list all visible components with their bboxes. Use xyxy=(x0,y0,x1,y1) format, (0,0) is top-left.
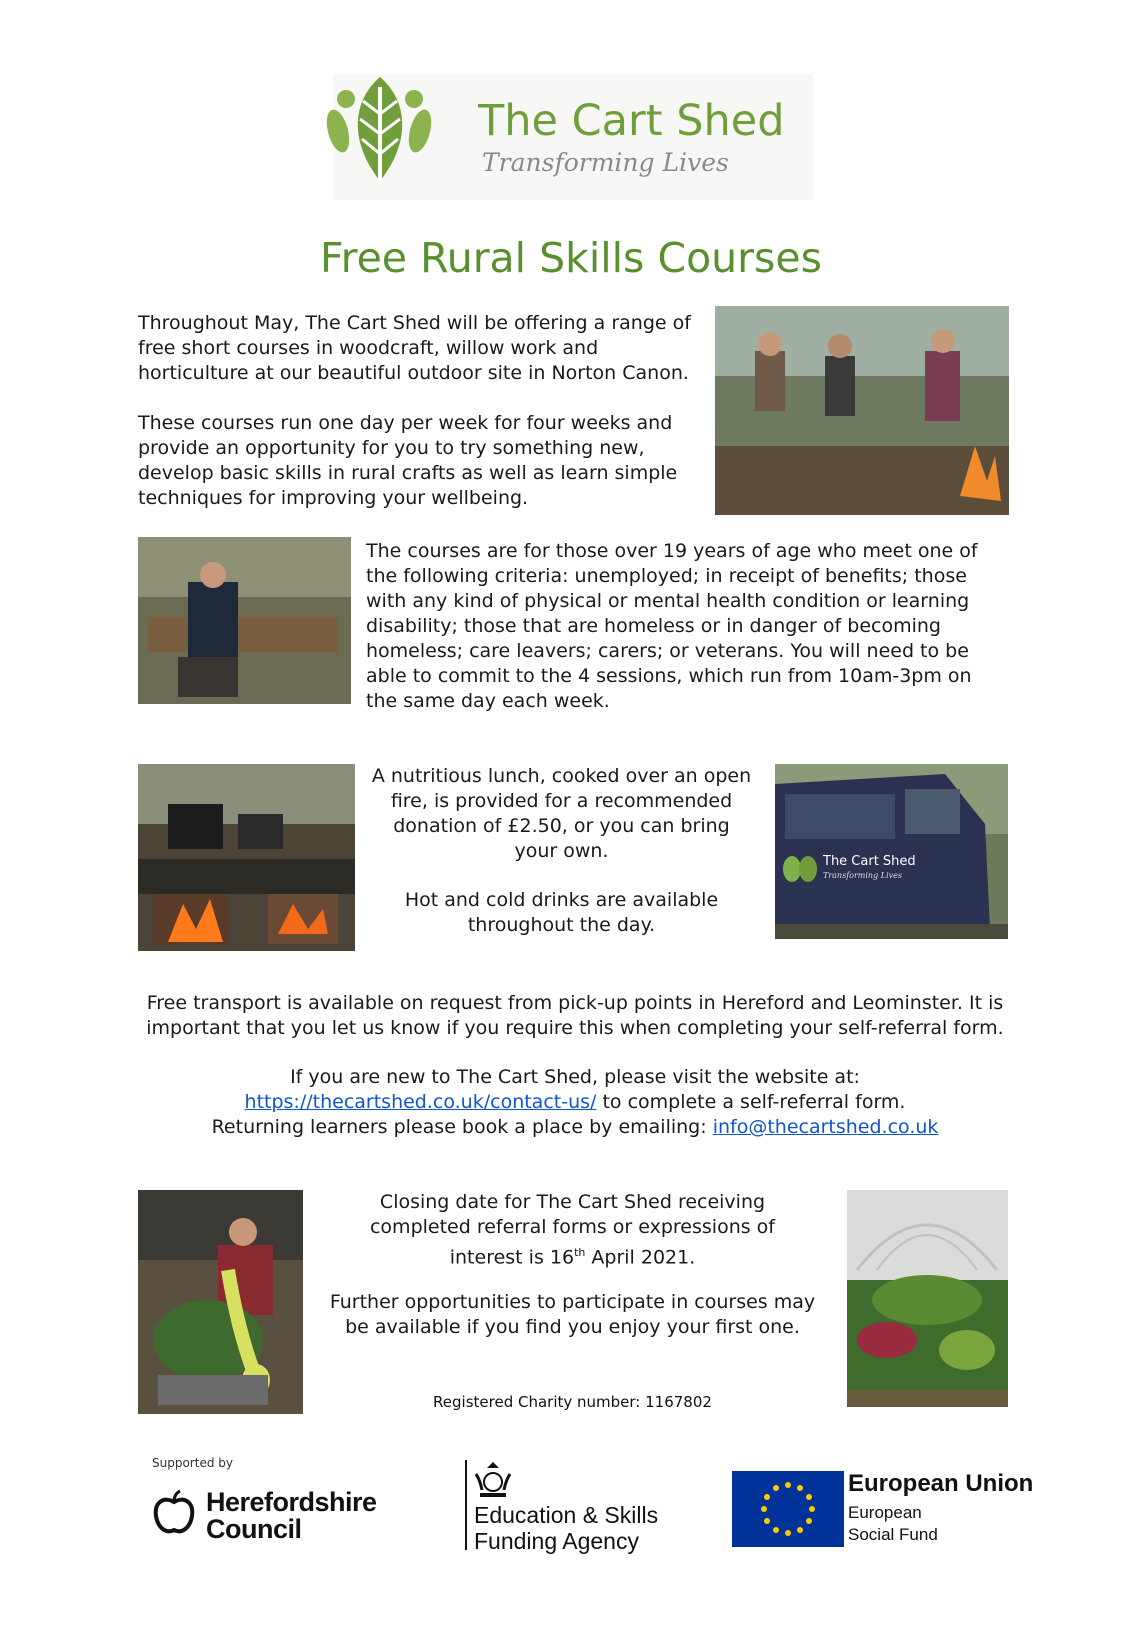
contact-block xyxy=(130,1065,1020,1140)
woodcraft-photo xyxy=(138,537,351,704)
returning-learners-text: Returning learners please book a place by emailing: xyxy=(211,1116,713,1138)
herefordshire-council-logo xyxy=(206,1489,377,1543)
charity-number: Registered Charity number: 1167802 xyxy=(433,1393,712,1411)
van-brand-label: The Cart Shed xyxy=(823,854,916,869)
minibus-photo xyxy=(775,764,1008,939)
page-title: Free Rural Skills Courses xyxy=(320,234,822,282)
esfa-divider xyxy=(465,1460,467,1550)
contact-intro: If you are new to The Cart Shed, please visit the website at: xyxy=(290,1066,860,1088)
polytunnel-photo xyxy=(847,1190,1008,1407)
lunch-paragraph: A nutritious lunch, cooked over an open fire, is provided for a recommended donation of £2.50, or you can bring your own. xyxy=(371,765,752,862)
eu-sub-line-2: Social Fund xyxy=(848,1525,938,1544)
eu-subtitle xyxy=(848,1502,938,1546)
website-link[interactable]: https://thecartshed.co.uk/contact-us/ xyxy=(244,1091,597,1113)
van-tagline-label: Transforming Lives xyxy=(823,871,902,880)
brand-tagline: Transforming Lives xyxy=(482,148,729,177)
eu-title: European Union xyxy=(848,1470,1034,1497)
contact-url-suffix: to complete a self-referral form. xyxy=(596,1091,906,1113)
closing-date-text: Closing date for The Cart Shed receiving completed referral forms or expressions of interest is 16 xyxy=(369,1191,775,1269)
esfa-line-1: Education & Skills xyxy=(474,1502,659,1528)
brand-name: The Cart Shed xyxy=(478,96,785,146)
esfa-logo xyxy=(474,1502,658,1554)
campfire-group-photo xyxy=(715,306,1009,515)
email-link[interactable]: info@thecartshed.co.uk xyxy=(712,1116,939,1138)
intro-paragraph-2: These courses run one day per week for four weeks and provide an opportunity for you to try something new, develop basic skills in rural crafts as well as learn simple techniques for improving your wellbeing. xyxy=(138,412,678,509)
eu-sub-line-1: European xyxy=(848,1503,922,1522)
transport-paragraph: Free transport is available on request from pick-up points in Hereford and Leominster. It is important that you let us know if you require this when completing your self-referral form. xyxy=(146,992,1004,1039)
royal-crest-icon xyxy=(472,1460,514,1500)
drinks-paragraph: Hot and cold drinks are available throughout the day. xyxy=(404,889,719,936)
further-opportunities-paragraph: Further opportunities to participate in courses may be available if you find you enjoy your first one. xyxy=(329,1291,816,1338)
apple-icon xyxy=(150,1488,198,1536)
esfa-line-2: Funding Agency xyxy=(474,1528,639,1554)
intro-paragraph-1: Throughout May, The Cart Shed will be offering a range of free short courses in woodcraft, willow work and horticulture at our beautiful outdoor site in Norton Canon. xyxy=(138,312,691,384)
closing-date-paragraph xyxy=(340,1190,805,1270)
herefordshire-line-2: Council xyxy=(206,1514,302,1544)
closing-date-suffix: April 2021. xyxy=(585,1246,696,1269)
leaf-logo-icon xyxy=(318,69,443,194)
contact-email-line xyxy=(130,1115,1020,1140)
supported-by-label: Supported by xyxy=(152,1456,233,1470)
contact-url-line xyxy=(130,1090,1020,1115)
eligibility-paragraph: The courses are for those over 19 years of age who meet one of the following criteria: unemployed; in receipt of benefits; those with any kind of physical or mental health condition or learning disability; those that are homeless or in danger of becoming homeless; care leavers; carers; or veterans. You will need to be able to commit to the 4 sessions, which run from 10am-3pm on the same day each week. xyxy=(366,540,978,712)
cooking-fire-photo xyxy=(138,764,355,951)
vegetables-photo xyxy=(138,1190,303,1414)
closing-date-ordinal: th xyxy=(574,1246,586,1259)
eu-flag-icon xyxy=(732,1471,844,1547)
herefordshire-line-1: Herefordshire xyxy=(206,1487,377,1517)
